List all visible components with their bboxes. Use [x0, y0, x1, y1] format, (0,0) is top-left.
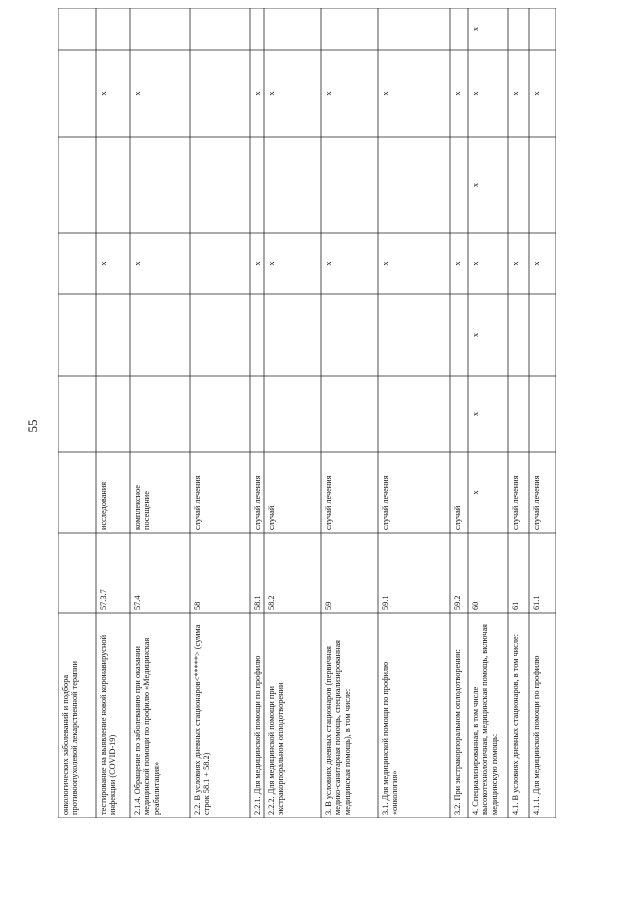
table-cell-unit [529, 452, 556, 533]
table-cell-name [321, 613, 378, 818]
table-cell-c5 [468, 294, 508, 376]
cell-text: случай лечения [532, 475, 541, 530]
table-cell-c6 [529, 233, 556, 294]
cell-text: случай [267, 505, 276, 530]
cross-mark: x [99, 261, 108, 266]
cross-mark: x [471, 490, 480, 495]
table-cell-name [190, 613, 250, 818]
cross-mark: x [453, 91, 462, 96]
cell-text: 4. Специализированная, в том числе высокотехнологичная, медицинская помощь, включая медицинскую помощь: [471, 624, 499, 815]
cross-mark: x [471, 91, 480, 96]
table-cell-name [378, 613, 450, 818]
cell-text: случай лечения [324, 475, 333, 530]
cross-mark: x [511, 261, 520, 266]
table-cell-num [130, 533, 190, 613]
table-cell-c6 [130, 233, 190, 294]
cross-mark: x [471, 332, 480, 338]
table-cell-c8 [468, 50, 508, 137]
table-cell-c8 [529, 50, 556, 137]
cross-mark: x [267, 261, 276, 266]
cell-text: тестирование на выявление новой коронавирусной инфекции (COVID-19) [99, 634, 118, 815]
table-cell-name [529, 613, 556, 818]
table-cell-name [250, 613, 264, 818]
table-cell-name [58, 613, 96, 818]
table-cell-c4 [468, 376, 508, 452]
table-cell-c6 [321, 233, 378, 294]
cross-mark: x [453, 261, 462, 266]
cross-mark: x [471, 261, 480, 266]
cross-mark: x [267, 91, 276, 96]
table-cell-c6 [264, 233, 321, 294]
cell-text: 60 [471, 601, 480, 610]
table-cell-num [378, 533, 450, 613]
page-number: 55 [25, 419, 40, 433]
table-cell-c6 [378, 233, 450, 294]
cell-text: случай лечения [381, 475, 390, 530]
table-cell-c6 [450, 233, 468, 294]
table-cell-c8 [508, 50, 529, 137]
table-cell-c6 [96, 233, 130, 294]
table-cell-c8 [130, 50, 190, 137]
cell-text: 59 [324, 601, 333, 610]
cell-text: 58.2 [267, 595, 276, 610]
cross-mark: x [381, 261, 390, 266]
cell-text: 58 [193, 601, 202, 610]
cell-text: случай [453, 505, 462, 530]
cell-text: 2.2.1. Для медицинской помощи по профилю [253, 655, 262, 815]
table-cell-c8 [321, 50, 378, 137]
table-cell-num [190, 533, 250, 613]
cross-mark: x [324, 91, 333, 96]
table-cell-num [508, 533, 529, 613]
cross-mark: x [381, 91, 390, 96]
table-cell-c6 [508, 233, 529, 294]
table-cell-c6 [468, 233, 508, 294]
cross-mark: x [532, 91, 541, 96]
cross-mark: x [253, 261, 262, 266]
cross-mark: x [471, 182, 480, 188]
cross-mark: x [253, 91, 262, 96]
table-cell-unit [378, 452, 450, 533]
cross-mark: x [471, 26, 480, 32]
cross-mark: x [99, 91, 108, 96]
cell-text: 61.1 [532, 595, 541, 610]
cell-text: 3.1. Для медицинской помощи по профилю «онкология» [381, 661, 400, 815]
cell-text: 58.1 [253, 595, 262, 610]
cell-text: 2.2.2. Для медицинской помощи при экстракорпоральном оплодотворении [267, 682, 286, 815]
cell-text: 4.1.1. Для медицинской помощи по профилю [532, 655, 541, 815]
cell-text: 2.1.4. Обращение по заболеванию при оказании медицинской помощи по профилю «Медицинская реабилитация» [133, 637, 161, 815]
cell-text: 61 [511, 601, 520, 610]
cell-text: случай лечения [511, 475, 520, 530]
table-cell-name [130, 613, 190, 818]
table-cell-num [321, 533, 378, 613]
cell-text: 57.4 [133, 595, 142, 610]
table-cell-unit [321, 452, 378, 533]
cross-mark: x [133, 261, 142, 266]
cell-text: 2.2. В условиях дневных стационаров<*****> (сумма строк 58.1 + 58.2) [193, 624, 212, 815]
table-cell-c6 [250, 233, 264, 294]
cell-text: исследования [99, 481, 108, 530]
cell-text: комплексное посещение [133, 485, 152, 530]
table-cell-c8 [450, 50, 468, 137]
cell-text: 59.2 [453, 595, 462, 610]
table-cell-name [450, 613, 468, 818]
table-cell-unit [450, 452, 468, 533]
table-cell-unit [264, 452, 321, 533]
table-cell-num [468, 533, 508, 613]
table-cell-unit [468, 452, 508, 533]
cross-mark: x [133, 91, 142, 96]
table-cell-c8 [264, 50, 321, 137]
table-cell-unit [508, 452, 529, 533]
table-cell-num [450, 533, 468, 613]
cell-text: онкологических заболеваний и подбора противоопухолевой лекарственной терапии [61, 661, 80, 815]
table-cell-num [264, 533, 321, 613]
table-cell-name [96, 613, 130, 818]
cell-text: 59.1 [381, 595, 390, 610]
cell-text: случай лечения [193, 475, 202, 530]
cross-mark: x [471, 411, 480, 417]
cell-text: случай лечения [253, 475, 262, 530]
table-cell-c8 [96, 50, 130, 137]
table-cell-name [508, 613, 529, 818]
cell-text: 3. В условиях дневных стационаров (первичная медико-санитарная помощь, специализированная медицинская помощь), в том числе: [324, 640, 352, 815]
table-cell-num [250, 533, 264, 613]
table-cell-name [468, 613, 508, 818]
table-cell-unit [130, 452, 190, 533]
cell-text: 4.1. В условиях дневных стационаров, в том числе: [511, 634, 520, 815]
table-cell-c7 [468, 137, 508, 233]
table-cell-unit [190, 452, 250, 533]
table-cell-num [529, 533, 556, 613]
table-cell-unit [250, 452, 264, 533]
table-cell-name [264, 613, 321, 818]
table-cell-c8 [250, 50, 264, 137]
table-cell-c9 [468, 8, 508, 50]
cell-text: 57.3.7 [99, 589, 108, 610]
cross-mark: x [532, 261, 541, 266]
cross-mark: x [511, 91, 520, 96]
table-cell-unit [96, 452, 130, 533]
data-table [58, 8, 556, 818]
cross-mark: x [324, 261, 333, 266]
cell-text: 3.2. При экстракорпоральном оплодотворении: [453, 649, 462, 815]
table-cell-num [96, 533, 130, 613]
table-cell-c8 [378, 50, 450, 137]
